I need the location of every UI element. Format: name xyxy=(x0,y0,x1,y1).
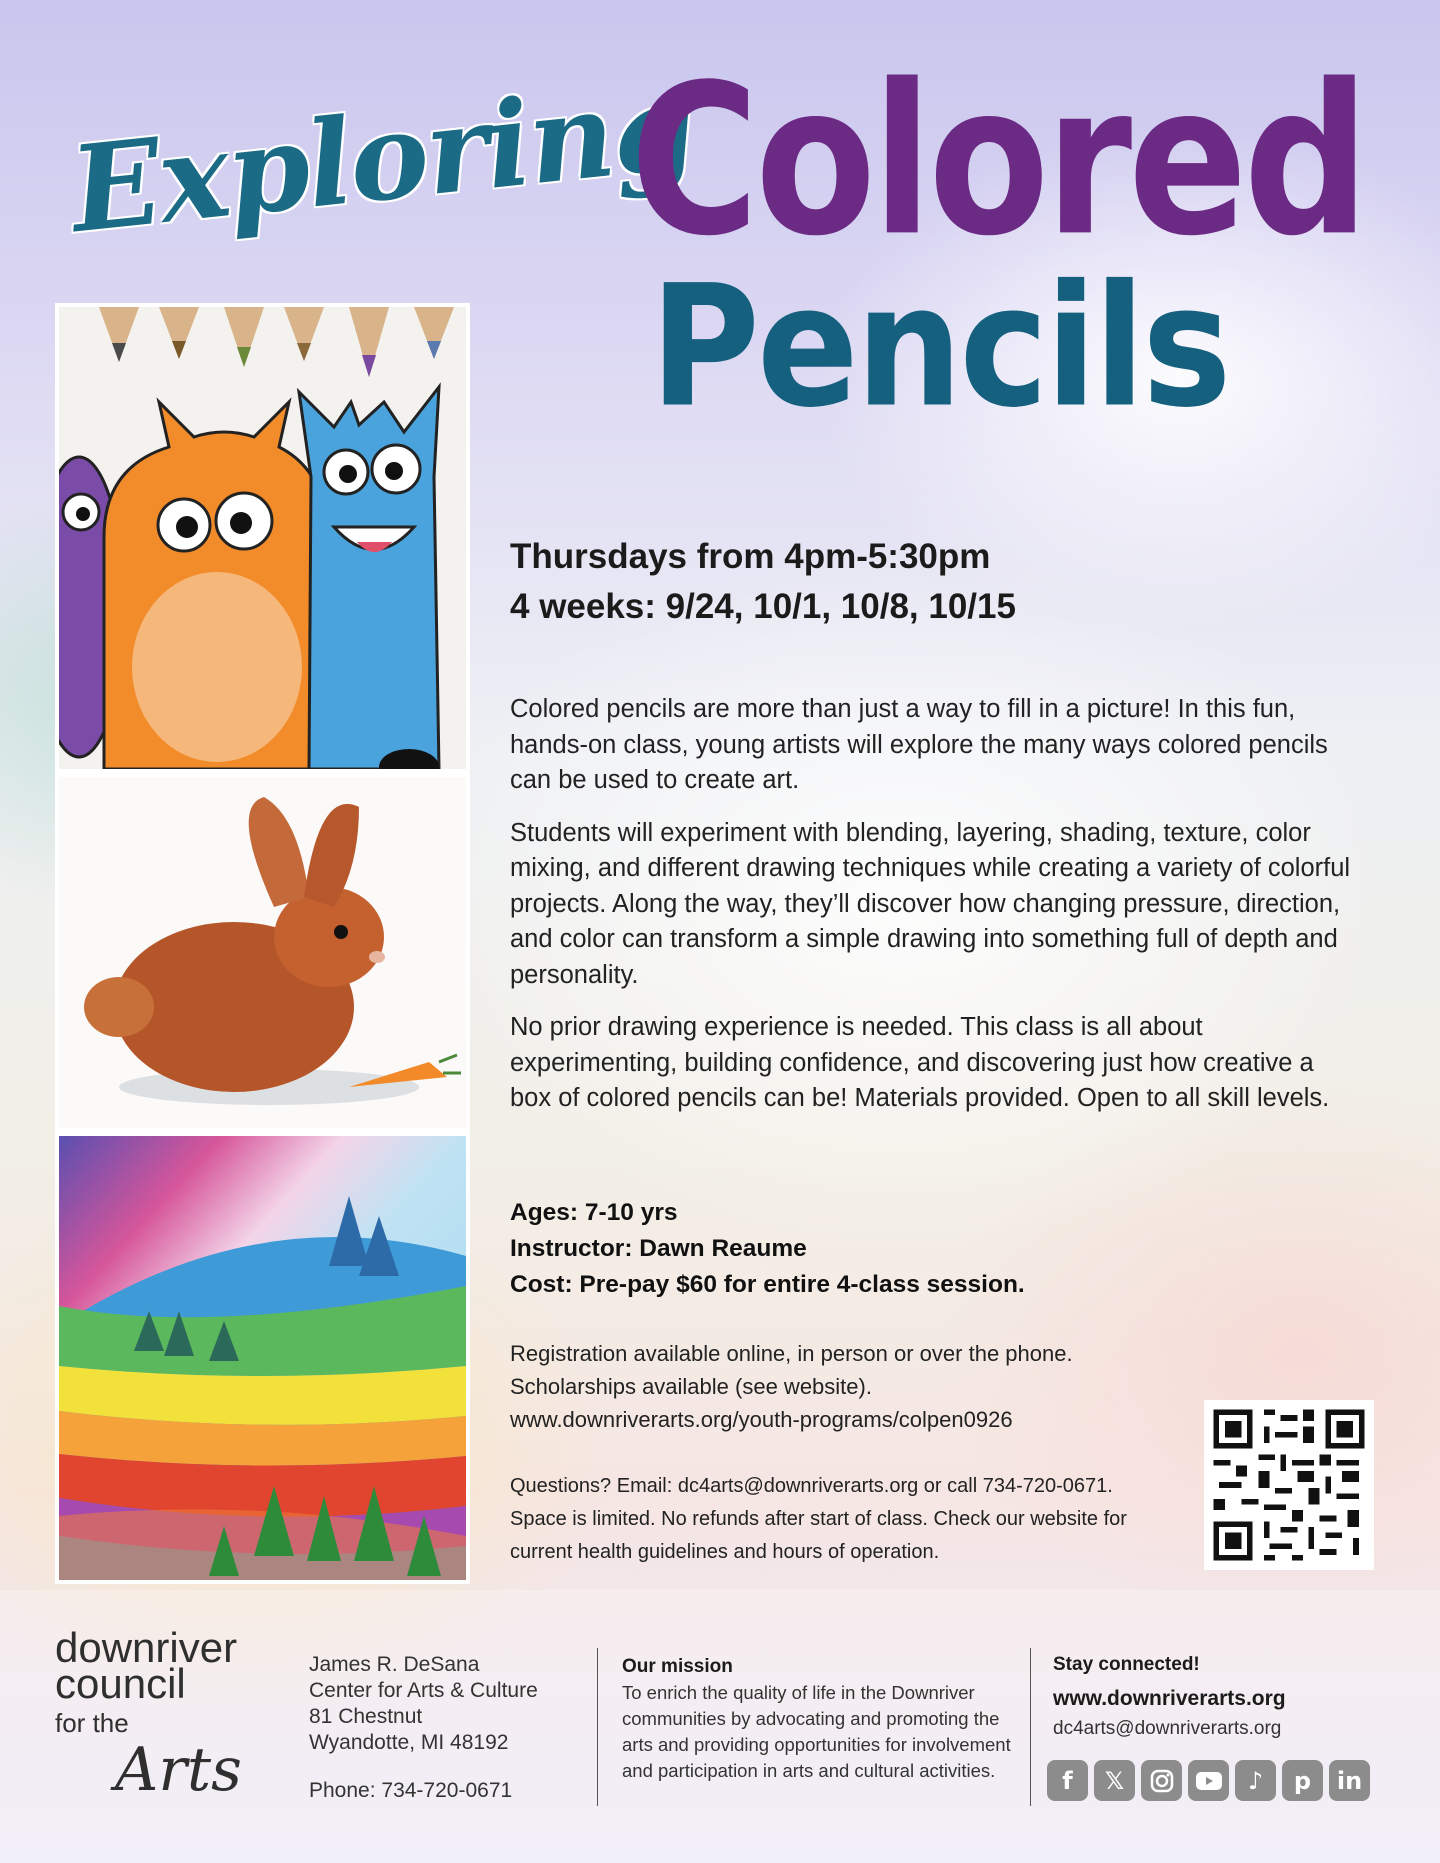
description-paragraph-2: Students will experiment with blending, layering, shading, texture, color mixing, and different drawing techniques while creating a variety of colorful projects. Along the way, they’ll discover how changing pressure, direction, and color can transform a simple drawing into something full of depth and personality. xyxy=(510,818,1351,989)
mission-heading: Our mission xyxy=(622,1656,733,1677)
cost-text: Cost: Pre-pay $60 for entire 4-class session. xyxy=(510,1271,1025,1298)
x-icon[interactable]: 𝕏 xyxy=(1094,1760,1135,1801)
rainbow-landscape-image xyxy=(55,1132,470,1584)
instructor-text: Instructor: Dawn Reaume xyxy=(510,1235,807,1262)
website-link[interactable]: www.downriverarts.org xyxy=(1053,1687,1286,1710)
registration-url-link[interactable]: www.downriverarts.org/youth-programs/colpen0926 xyxy=(510,1407,1013,1432)
registration-line: Registration available online, in person or over the phone. xyxy=(510,1341,1073,1366)
logo-text-for-the: for the xyxy=(55,1708,129,1738)
downriver-council-logo xyxy=(55,1624,295,1830)
address-line-1: James R. DeSana xyxy=(309,1653,480,1676)
instagram-icon[interactable] xyxy=(1141,1760,1182,1801)
address-line-2: Center for Arts & Culture xyxy=(309,1679,538,1702)
logo-text-arts: Arts xyxy=(115,1735,242,1805)
stay-connected-heading: Stay connected! xyxy=(1053,1654,1200,1675)
qr-code-icon xyxy=(1208,1404,1370,1566)
description-paragraph-1: Colored pencils are more than just a way to fill in a picture! In this fun, hands-on class, young artists will explore the many ways colored pencils can be used to create art. xyxy=(510,695,1328,794)
email-link[interactable]: dc4arts@downriverarts.org xyxy=(1053,1718,1282,1739)
facebook-icon[interactable]: f xyxy=(1047,1760,1088,1801)
address-line-3: 81 Chestnut xyxy=(309,1705,423,1728)
linkedin-icon[interactable]: in xyxy=(1329,1760,1370,1801)
address-line-4: Wyandotte, MI 48192 xyxy=(309,1731,509,1754)
logo-text-council: council xyxy=(55,1660,186,1707)
questions-text: Questions? Email: dc4arts@downriverarts.org or call 734-720-0671. Space is limited. No refunds after start of class. Check our website for current health guidelines and hours of operation. xyxy=(510,1475,1127,1563)
schedule-dates: 4 weeks: 9/24, 10/1, 10/8, 10/15 xyxy=(510,587,1016,626)
mission-statement xyxy=(622,1654,1022,1784)
class-details xyxy=(510,1195,1360,1303)
class-schedule xyxy=(510,532,1390,632)
class-description xyxy=(510,692,1360,1134)
monsters-drawing-image xyxy=(55,303,470,773)
youtube-icon[interactable] xyxy=(1188,1760,1229,1801)
registration-info xyxy=(510,1337,1210,1436)
social-icons xyxy=(1047,1760,1370,1801)
qr-code[interactable] xyxy=(1204,1400,1374,1570)
phone-number: Phone: 734-720-0671 xyxy=(309,1779,513,1802)
title-exploring: Exploring xyxy=(64,55,700,260)
scholarship-line: Scholarships available (see website). xyxy=(510,1374,872,1399)
schedule-day-time: Thursdays from 4pm-5:30pm xyxy=(510,537,991,576)
bunny-drawing-image xyxy=(55,773,470,1132)
description-paragraph-3: No prior drawing experience is needed. This class is all about experimenting, building confidence, and discovering just how creative a box of colored pencils can be! Materials provided. Open to all skill levels. xyxy=(510,1013,1330,1112)
title-colored: Colored xyxy=(630,40,1366,282)
stay-connected xyxy=(1053,1650,1393,1744)
tiktok-icon[interactable]: ♪ xyxy=(1235,1760,1276,1801)
center-address xyxy=(309,1652,589,1804)
mission-text: To enrich the quality of life in the Downriver communities by advocating and promoting the arts and providing opportunities for involvement and participation in arts and cultural activities. xyxy=(622,1682,1011,1781)
footer-divider xyxy=(597,1648,598,1806)
pinterest-icon[interactable]: p xyxy=(1282,1760,1323,1801)
footer-divider xyxy=(1030,1648,1031,1806)
ages-text: Ages: 7-10 yrs xyxy=(510,1199,678,1226)
logo-text-downriver: downriver xyxy=(55,1624,238,1671)
title-pencils: Pencils xyxy=(650,250,1229,445)
